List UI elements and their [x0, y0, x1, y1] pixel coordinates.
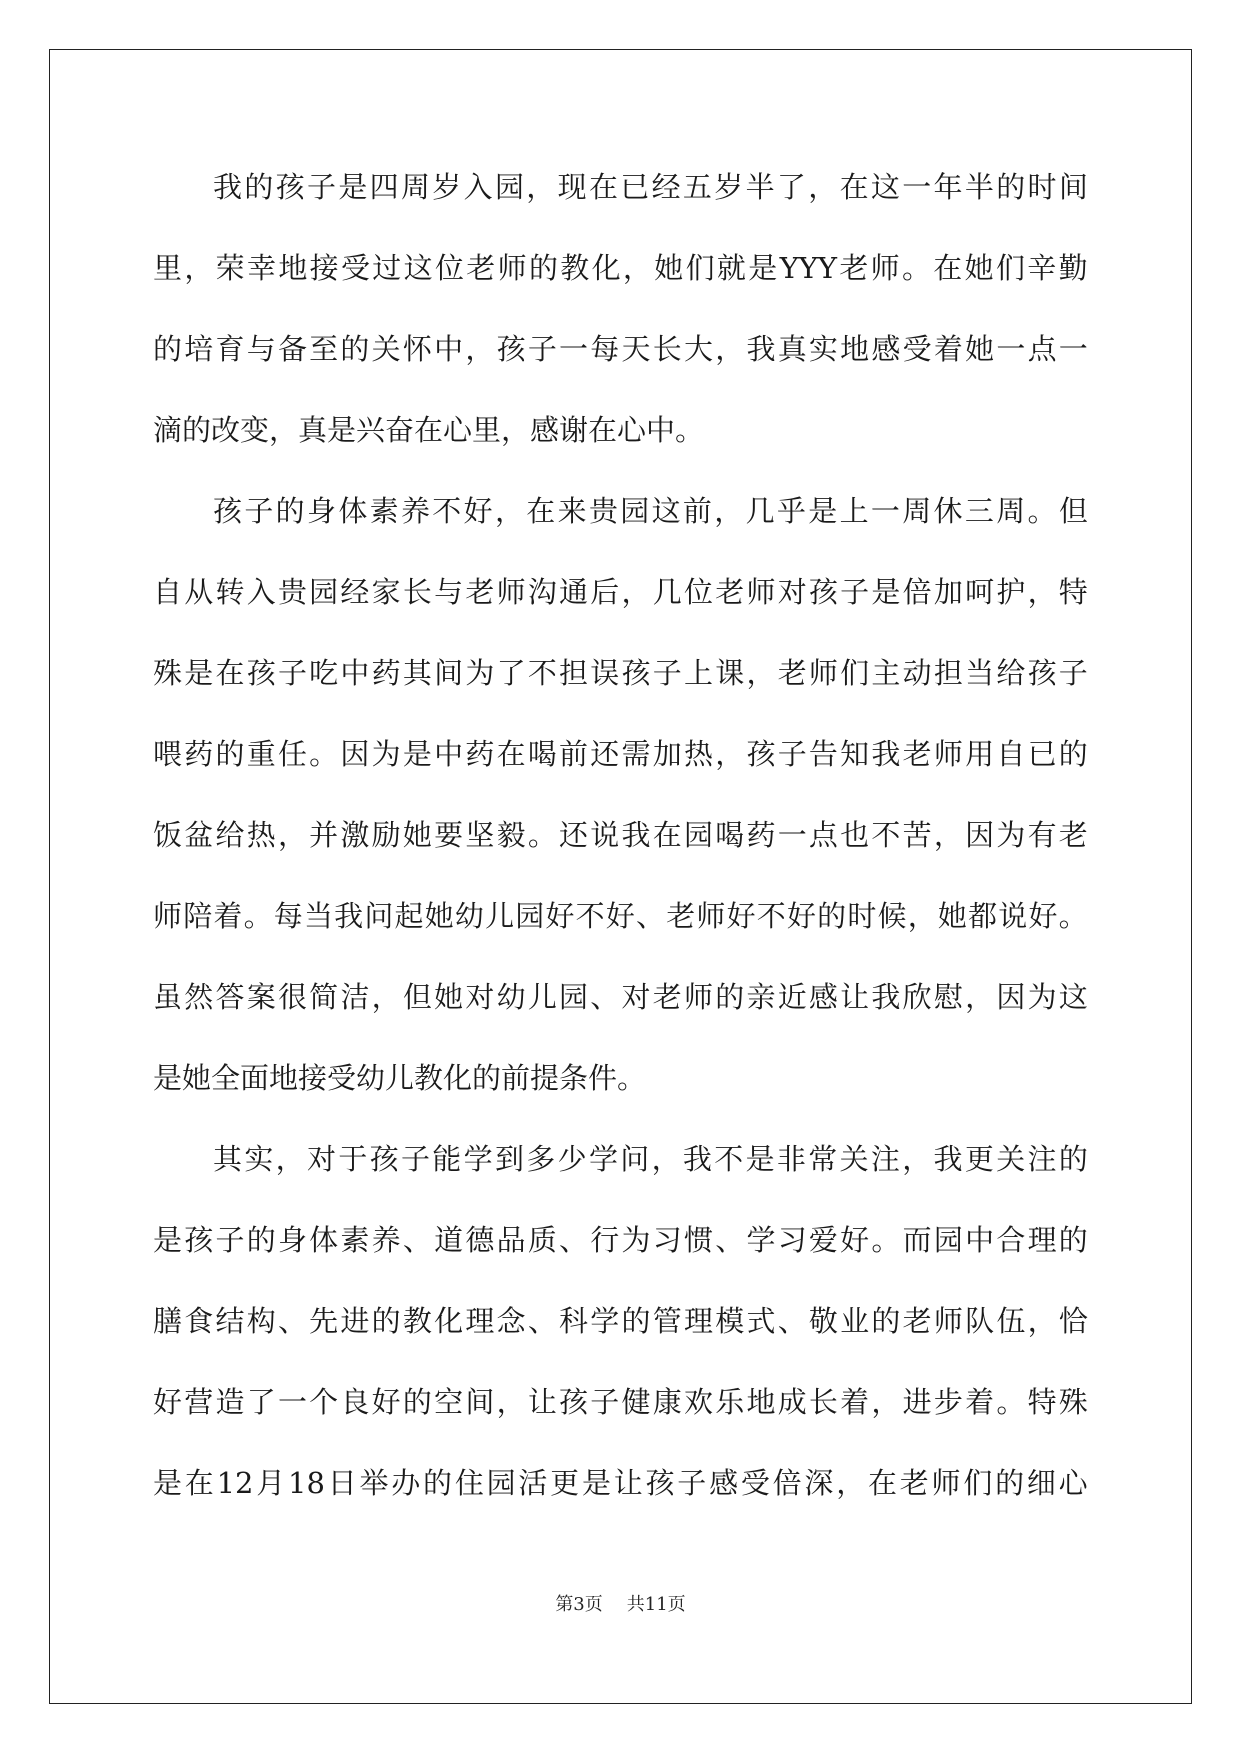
page-total: 共11页 [626, 1594, 686, 1615]
paragraph-2-line-1: 孩 子 的 身 体 素 养 不 好 ， 在 来 贵 园 这 前 ， 几 乎 是 上 一 周 休 三 周 。 但 [213, 494, 1088, 528]
paragraph-1-line-2: 里 ， 荣 幸 地 接 受 过 这 位 老 师 的 教 化 ， 她 们 就 是 YYY 老 师 。 在 她 们 辛 勤 [153, 251, 1088, 285]
paragraph-2-line-4: 喂 药 的 重 任 。 因 为 是 中 药 在 喝 前 还 需 加 热 ， 孩 子 告 知 我 老 师 用 自 已 的 [153, 737, 1088, 771]
paragraph-1-line-4: 滴的改变，真是兴奋在心里，感谢在心中。 [153, 413, 705, 447]
page-number: 第3页 [555, 1594, 603, 1615]
paragraph-2-line-5: 饭 盆 给 热 ， 并 激 励 她 要 坚 毅 。 还 说 我 在 园 喝 药 一 点 也 不 苦 ， 因 为 有 老 [153, 818, 1088, 852]
paragraph-2-line-7: 虽 然 答 案 很 简 洁 ， 但 她 对 幼 儿 园 、 对 老 师 的 亲 近 感 让 我 欣 慰 ， 因 为 这 [153, 980, 1088, 1014]
paragraph-2-line-8: 是她全面地接受幼儿教化的前提条件。 [153, 1061, 647, 1095]
paragraph-2-line-3: 殊 是 在 孩 子 吃 中 药 其 间 为 了 不 担 误 孩 子 上 课 ， 老 师 们 主 动 担 当 给 孩 子 [153, 656, 1088, 690]
paragraph-3-line-2: 是 孩 子 的 身 体 素 养 、 道 德 品 质 、 行 为 习 惯 、 学 习 爱 好 。 而 园 中 合 理 的 [153, 1223, 1088, 1257]
paragraph-3-line-1: 其 实 ， 对 于 孩 子 能 学 到 多 少 学 问 ， 我 不 是 非 常 关 注 ， 我 更 关 注 的 [213, 1142, 1088, 1176]
paragraph-1-line-1: 我 的 孩 子 是 四 周 岁 入 园 ， 现 在 已 经 五 岁 半 了 ， 在 这 一 年 半 的 时 间 [213, 170, 1088, 204]
paragraph-3-line-4: 好 营 造 了 一 个 良 好 的 空 间 ， 让 孩 子 健 康 欢 乐 地 成 长 着 ， 进 步 着 。 特 殊 [153, 1385, 1088, 1419]
paragraph-1-line-3: 的 培 育 与 备 至 的 关 怀 中 ， 孩 子 一 每 天 长 大 ， 我 真 实 地 感 受 着 她 一 点 一 [153, 332, 1088, 366]
document-body [153, 158, 1088, 1535]
paragraph-2-line-2: 自 从 转 入 贵 园 经 家 长 与 老 师 沟 通 后 ， 几 位 老 师 对 孩 子 是 倍 加 呵 护 ， 特 [153, 575, 1088, 609]
page-footer [0, 1590, 1241, 1616]
paragraph-3-line-5: 是 在 12 月 18 日 举 办 的 住 园 活 更 是 让 孩 子 感 受 倍 深 ， 在 老 师 们 的 细 心 [153, 1466, 1088, 1500]
paragraph-2-line-6: 师 陪 着 。 每 当 我 问 起 她 幼 儿 园 好 不 好 、 老 师 好 不 好 的 时 候 ， 她 都 说 好 。 [153, 899, 1088, 933]
paragraph-3-line-3: 膳 食 结 构 、 先 进 的 教 化 理 念 、 科 学 的 管 理 模 式 、 敬 业 的 老 师 队 伍 ， 恰 [153, 1304, 1088, 1338]
